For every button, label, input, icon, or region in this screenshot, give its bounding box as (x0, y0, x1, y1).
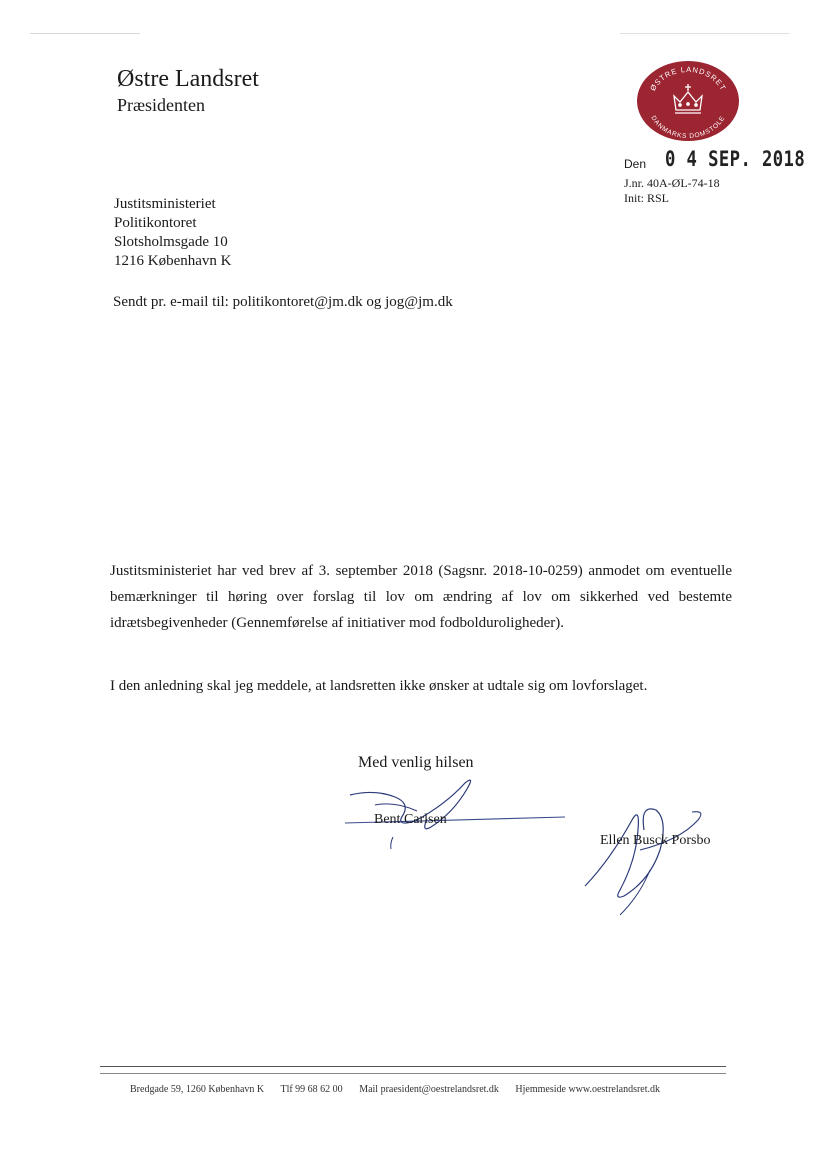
recipient-line: Politikontoret (114, 215, 197, 231)
footer-web: Hjemmeside www.oestrelandsret.dk (515, 1084, 661, 1095)
email-line: Sendt pr. e-mail til: politikontoret@jm.dk og jog@jm.dk (113, 294, 453, 310)
closing-greeting: Med venlig hilsen (358, 754, 474, 771)
recipient-line: Slotsholmsgade 10 (114, 234, 228, 250)
svg-text:DANMARKS DOMSTOLE: DANMARKS DOMSTOLE (649, 114, 727, 141)
scan-artifact (620, 33, 790, 34)
initials: Init: RSL (624, 191, 670, 205)
footer-divider (100, 1066, 726, 1067)
recipient-line: Justitsministeriet (114, 196, 216, 212)
recipient-line: 1216 København K (114, 253, 232, 269)
journal-number: J.nr. 40A-ØL-74-18 (624, 176, 720, 190)
footer-phone: Tlf 99 68 62 00 (280, 1084, 343, 1095)
body-paragraph: Justitsministeriet har ved brev af 3. september 2018 (Sagsnr. 2018-10-0259) anmodet om eventuelle bemærkninger til høring over forslag til lov om ændring af lov om sikkerhed ved bestemte idrætsbegivenheder (Gennemførelse af initiativer mod fodbolduroligheder). (110, 563, 732, 631)
footer-mail: Mail praesident@oestrelandsret.dk (359, 1084, 499, 1095)
court-name: Østre Landsret (117, 66, 259, 92)
svg-text:ØSTRE LANDSRET: ØSTRE LANDSRET (648, 64, 728, 93)
footer (130, 1084, 674, 1095)
date-stamp: 0 4 SEP. 2018 (665, 147, 806, 171)
signature-bent-carlsen (335, 775, 575, 855)
signer-name: Ellen Busck Porsbo (600, 833, 711, 848)
court-seal-icon (636, 60, 740, 142)
date-label: Den (624, 157, 647, 171)
signer-name: Bent Carlsen (374, 812, 447, 827)
scan-artifact (30, 33, 140, 34)
signature-ellen-busck-porsbo (580, 800, 710, 918)
court-subtitle: Præsidenten (117, 95, 205, 115)
footer-divider (100, 1073, 726, 1074)
footer-address: Bredgade 59, 1260 København K (130, 1084, 265, 1095)
body-paragraph: I den anledning skal jeg meddele, at landsretten ikke ønsker at udtale sig om lovforslaget. (110, 678, 648, 694)
